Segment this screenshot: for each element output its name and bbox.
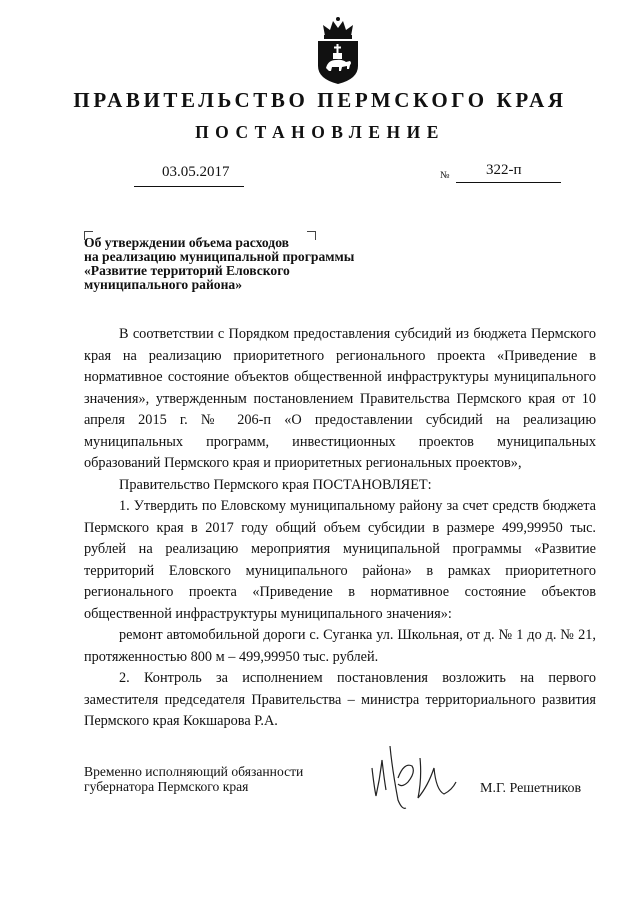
document-number: 322-п [486,162,522,178]
document-type: ПОСТАНОВЛЕНИЕ [195,122,445,142]
date-field [134,162,244,187]
body-paragraph: ремонт автомобильной дороги с. Суганка ул. Школьная, от д. № 1 до д. № 21, протяженностью 800 м – 499,99950 тыс. рублей. [84,627,596,665]
handwritten-signature [362,738,462,816]
government-title: ПРАВИТЕЛЬСТВО ПЕРМСКОГО КРАЯ [73,88,567,112]
document-body [84,324,596,733]
signatory-name: М.Г. Решетников [480,781,582,796]
signatory-position [84,765,303,794]
subject-line: «Развитие территорий Еловского [84,263,290,278]
document-subject [84,236,404,292]
crown-icon [323,17,353,39]
body-paragraph: 2. Контроль за исполнением постановления возложить на первого заместителя председателя Правительства – министра территориального развития Пермского края Кокшарова Р.А. [84,670,596,729]
number-field [456,160,561,183]
document-date: 03.05.2017 [162,164,230,180]
subject-line: муниципального района» [84,277,243,292]
coat-of-arms-emblem [312,16,364,86]
subject-line: Об утверждении объема расходов [84,235,289,250]
signatory-position-line: Временно исполняющий обязанности [84,764,304,779]
body-paragraph: 1. Утвердить по Еловскому муниципальному району за счет средств бюджета Пермского края в 2017 году общий объем субсидии в размере 499,99950 тыс. рублей на реализацию мероприятия муниципальной программы «Развитие территорий Еловского муниципального района» в рамках приоритетного регионального проекта «Приведение в нормативное состояние объектов общественной инфраструктуры муниципального значения»: [84,498,596,622]
subject-line: на реализацию муниципальной программы [84,249,355,264]
number-sign: № [440,170,450,181]
body-paragraph: В соответствии с Порядком предоставления субсидий из бюджета Пермского края на реализацию приоритетного регионального проекта «Приведение в нормативное состояние объектов общественной инфраструктуры муниципального значения», утвержденным постановлением Правительства Пермского края от 10 апреля 2015 г. № 206-п «О предоставлении субсидий на реализацию муниципальных программ, инвестиционных проектов муниципальных образований Пермского края и приоритетных региональных проектов», [84,326,596,471]
signatory-position-line: губернатора Пермского края [84,778,249,794]
body-paragraph: Правительство Пермского края ПОСТАНОВЛЯЕТ: [119,476,432,493]
